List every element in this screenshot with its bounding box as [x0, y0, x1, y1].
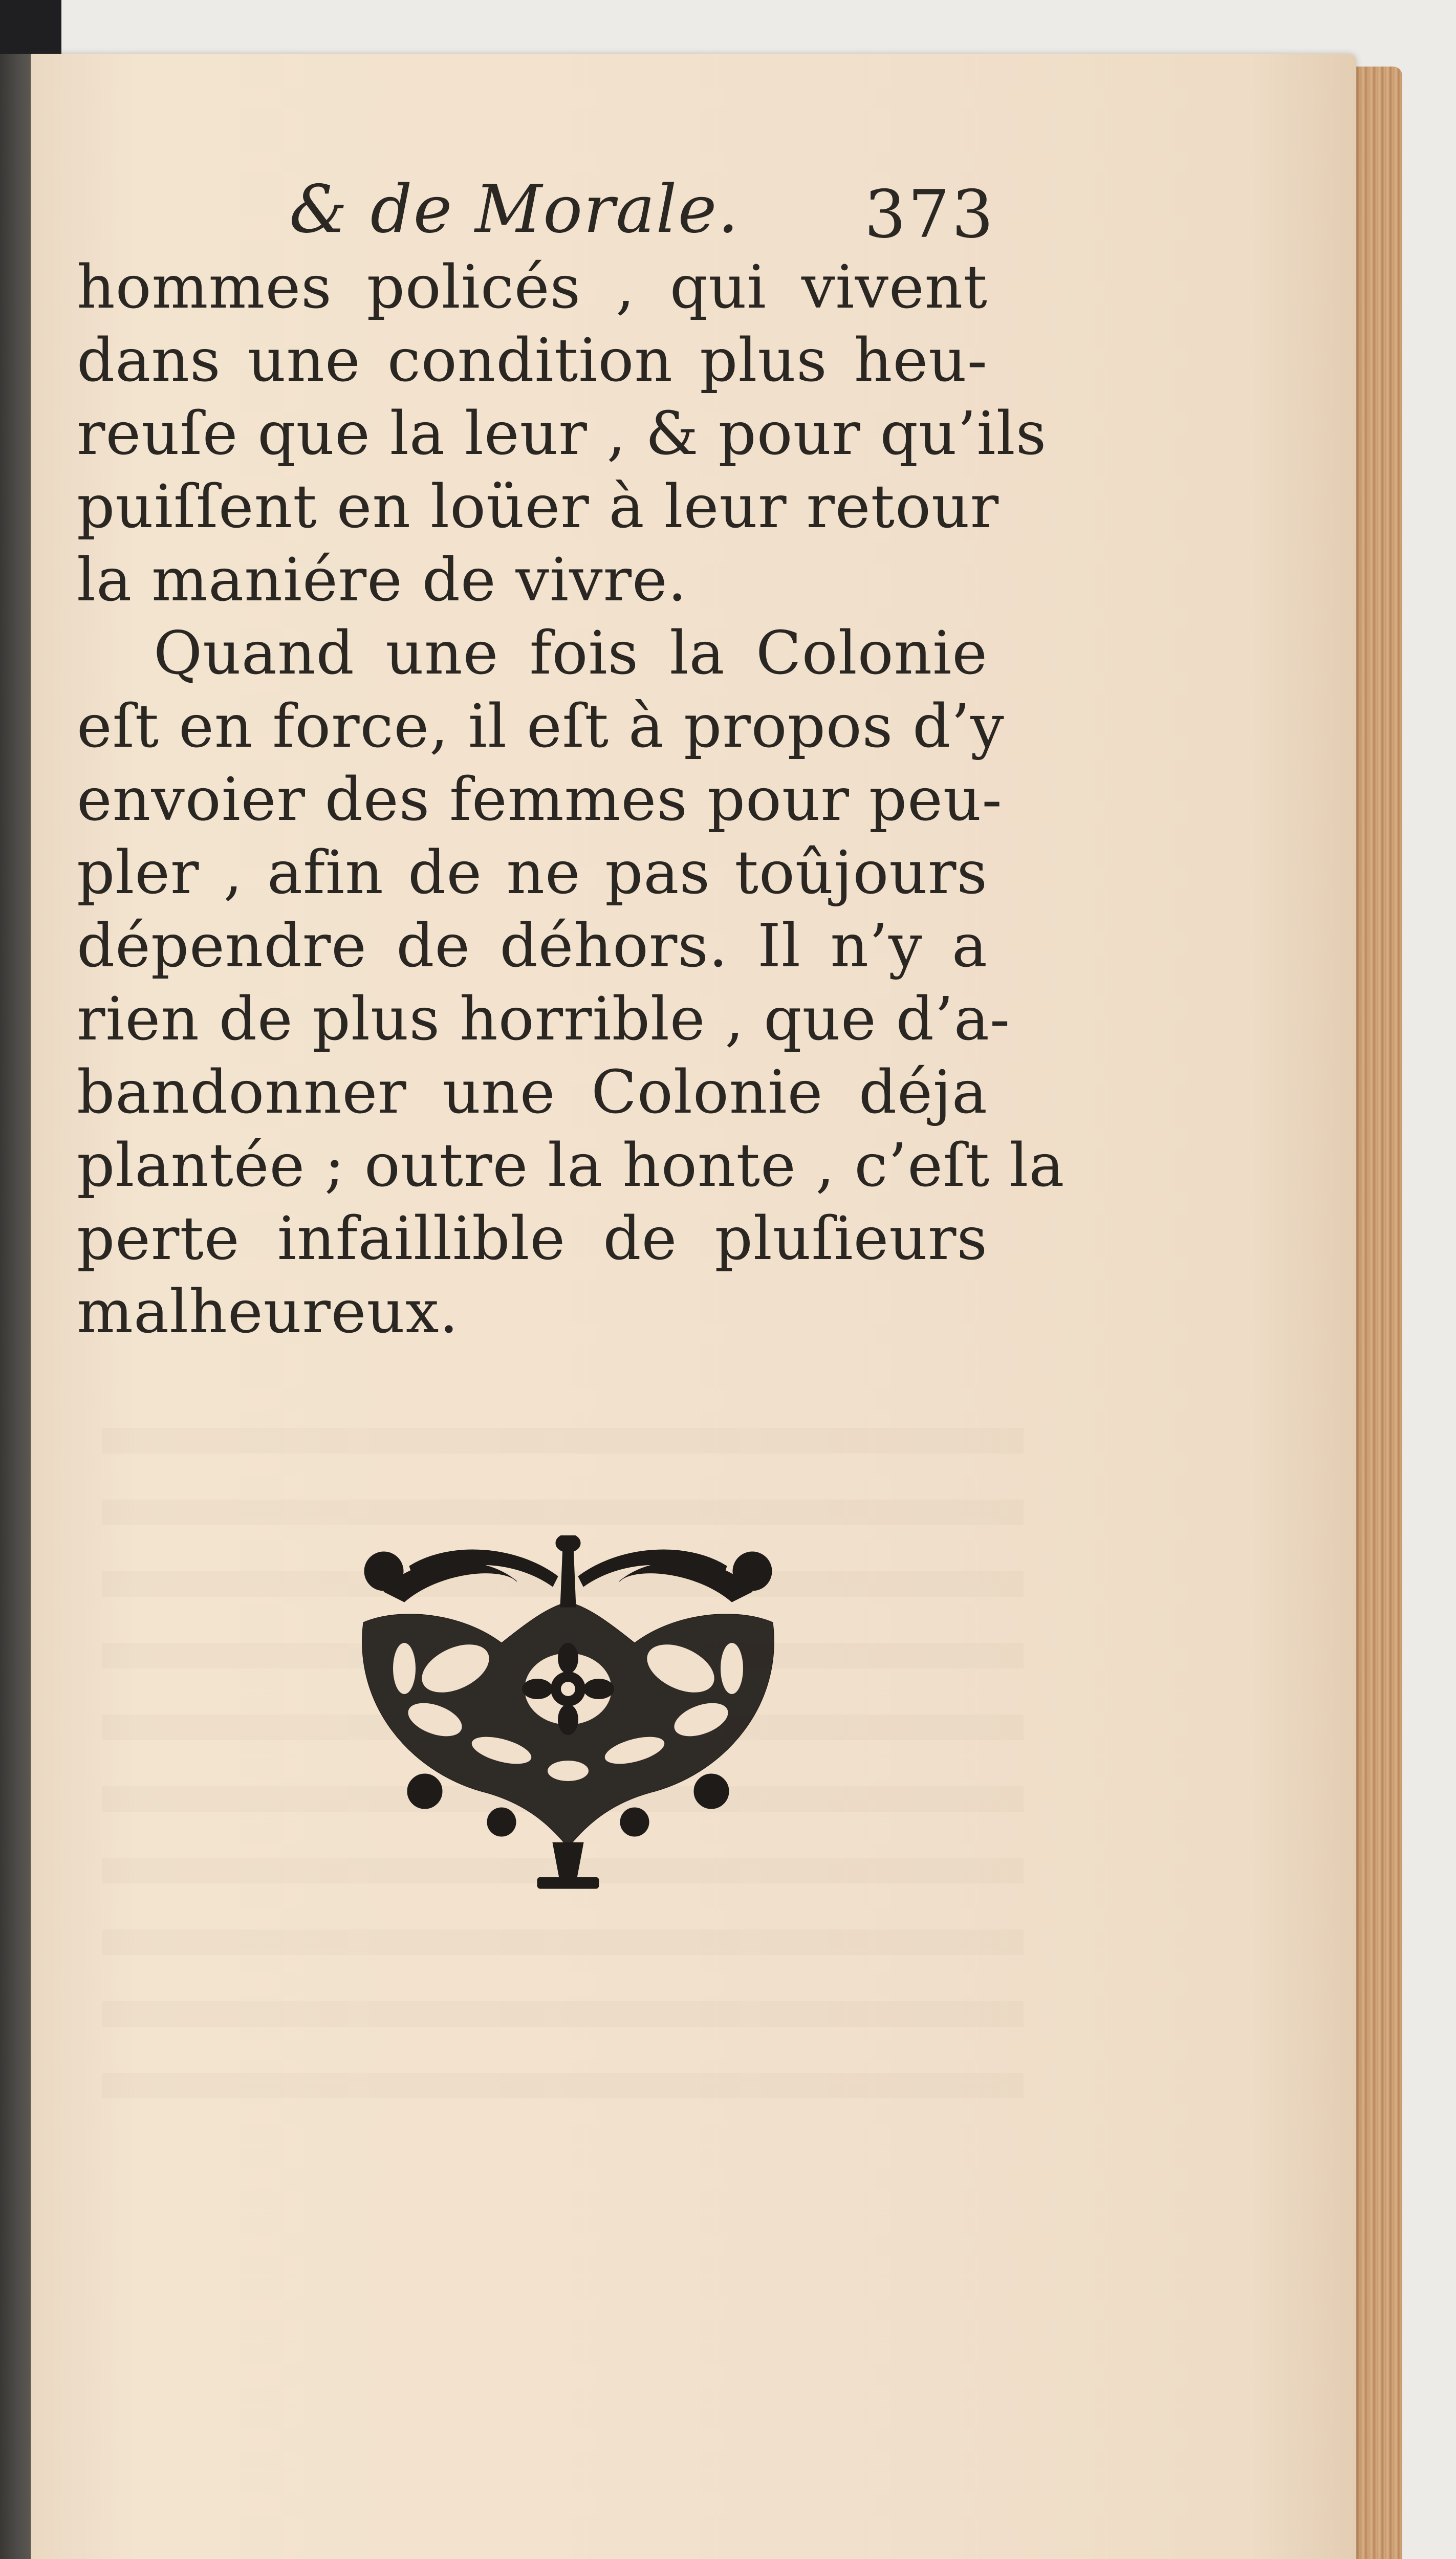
- text-line: pler , afin de ne pas toûjours: [77, 838, 988, 907]
- text-line: puiſſent en loüer à leur retour: [77, 472, 999, 541]
- text-line: envoier des femmes pour peu-: [77, 765, 1003, 834]
- text-line: la maniére de vivre.: [77, 546, 687, 615]
- body-text: [77, 251, 1065, 1349]
- binding-corner-top: [0, 0, 61, 54]
- text-line: eſt en force, il eſt à propos d’y: [77, 692, 1005, 761]
- text-line: malheureux.: [77, 1277, 459, 1347]
- floral-tailpiece-ornament-icon: [348, 1535, 788, 1894]
- text-line: plantée ; outre la honte , c’eſt la: [77, 1131, 1065, 1200]
- text-line: reuſe que la leur , & pour qu’ils: [77, 399, 1047, 468]
- text-line: dans une condition plus heu-: [77, 326, 988, 395]
- text-line: dépendre de déhors. Il n’y a: [77, 912, 988, 981]
- text-line: Quand une fois la Colonie: [154, 619, 988, 688]
- text-line: bandonner une Colonie déja: [77, 1058, 988, 1127]
- running-head: & de Morale.: [289, 171, 740, 248]
- page-header: [289, 156, 995, 253]
- paragraph-1: [77, 251, 1047, 617]
- text-line: rien de plus horrible , que d’a-: [77, 985, 1011, 1054]
- text-line: perte infaillible de pluſieurs: [77, 1204, 988, 1273]
- text-line: hommes policés , qui vivent: [77, 253, 988, 322]
- paragraph-2: [77, 617, 1065, 1349]
- page-number: 373: [864, 177, 995, 253]
